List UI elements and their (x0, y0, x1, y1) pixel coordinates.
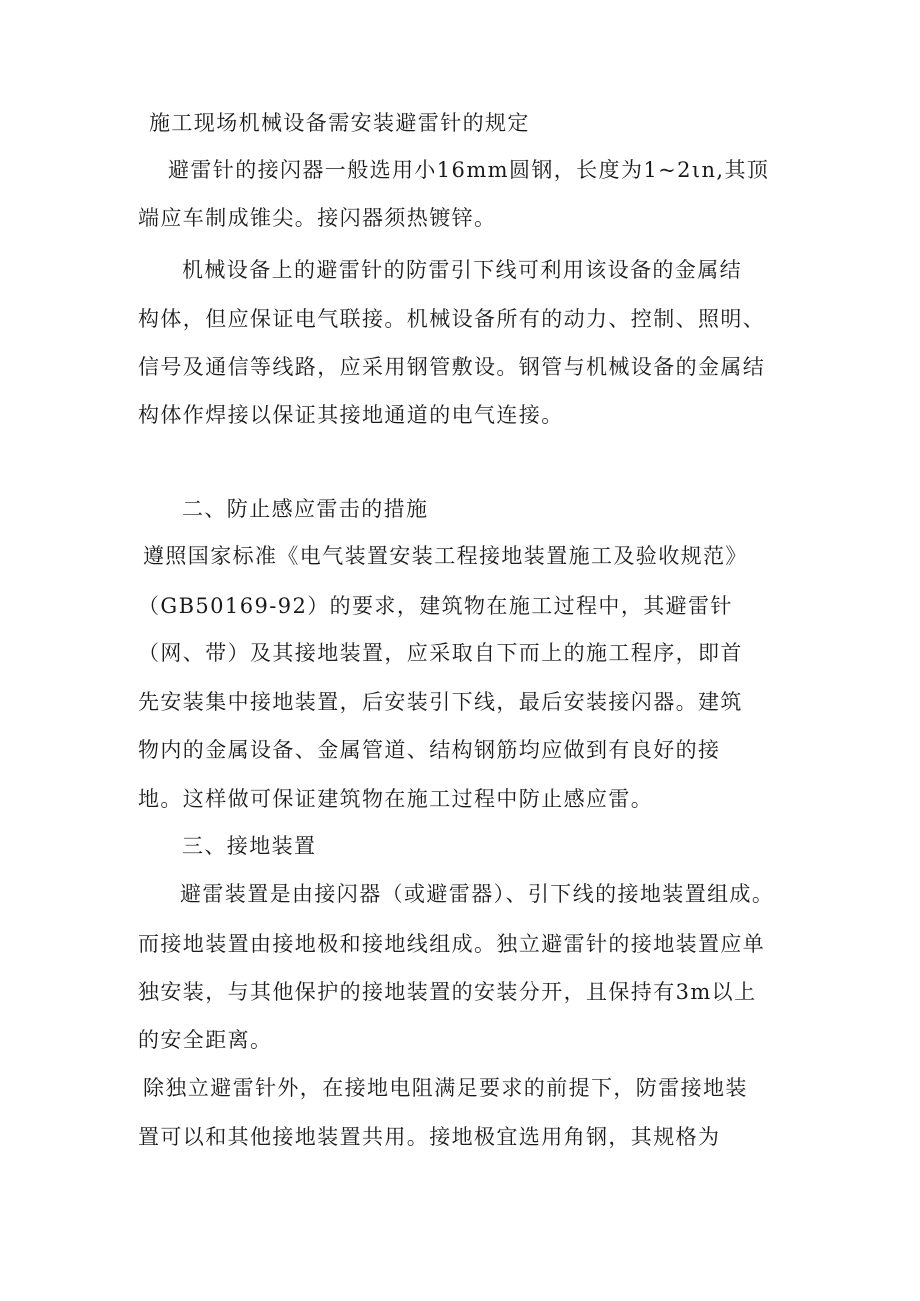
paragraph-line: 物内的金属设备、金属管道、结构钢筋均应做到有良好的接 (138, 738, 721, 762)
paragraph-line: 先安装集中接地装置，后安装引下线，最后安装接闪器。建筑 (138, 690, 743, 714)
paragraph-line: 信号及通信等线路，应采用钢管敷设。钢管与机械设备的金属结 (138, 355, 766, 379)
section-heading: 二、防止感应雷击的措施 (182, 497, 429, 521)
paragraph-line: 遵照国家标准《电气装置安装工程接地装置施工及验收规范》 (143, 544, 748, 568)
paragraph-line: 构体，但应保证电气联接。机械设备所有的动力、控制、照明、 (138, 307, 766, 331)
paragraph-line: 构体作焊接以保证其接地通道的电气连接。 (138, 403, 564, 427)
paragraph-line: 避雷装置是由接闪器（或避雷器）、引下线的接地装置组成。 (180, 882, 775, 906)
paragraph-line: （网、带）及其接地装置，应采取自下而上的施工程序，即首 (138, 641, 743, 665)
paragraph-line: 机械设备上的避雷针的防雷引下线可利用该设备的金属结 (182, 258, 742, 282)
paragraph-line: 端应车制成锥尖。接闪器须热镀锌。 (138, 206, 497, 230)
paragraph-line: 避雷针的接闪器一般选用小16mm圆钢，长度为1~2ιn,其顶 (168, 158, 770, 182)
paragraph-line: 而接地装置由接地极和接地线组成。独立避雷针的接地装置应单 (138, 932, 766, 956)
paragraph-line: 置可以和其他接地装置共用。接地极宜选用角钢，其规格为 (138, 1125, 721, 1149)
paragraph-line: 地。这样做可保证建筑物在施工过程中防止感应雷。 (138, 787, 654, 811)
paragraph-line: （GB50169-92）的要求，建筑物在施工过程中，其避雷针 (138, 594, 733, 618)
paragraph-line: 除独立避雷针外，在接地电阻满足要求的前提下，防雷接地装 (143, 1076, 748, 1100)
paragraph-line: 的安全距离。 (138, 1028, 273, 1052)
document-title: 施工现场机械设备需安装避雷针的规定 (149, 111, 530, 135)
paragraph-line: 独安装，与其他保护的接地装置的安装分开，且保持有3m以上 (138, 980, 757, 1004)
section-heading: 三、接地装置 (182, 834, 317, 858)
